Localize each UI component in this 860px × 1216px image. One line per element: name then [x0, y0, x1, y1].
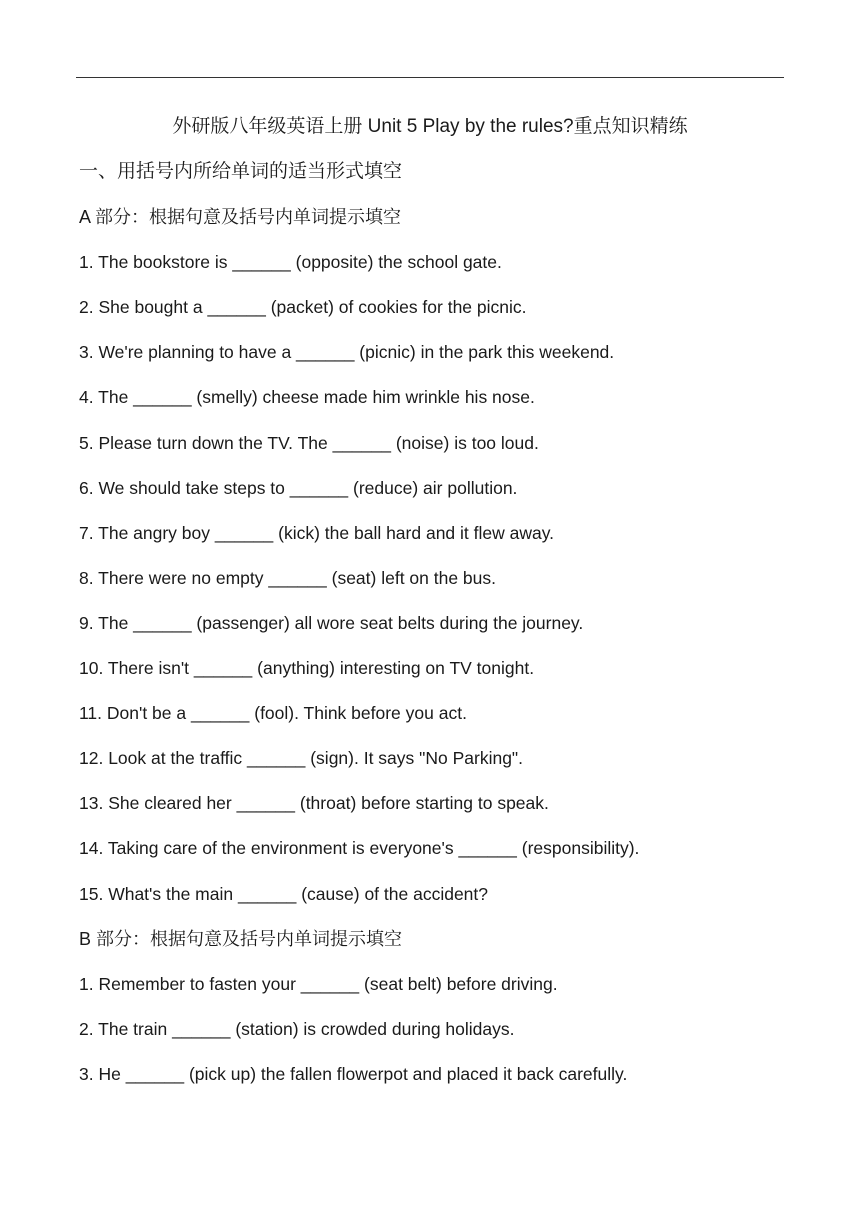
- exercise-item-a6: 6. We should take steps to ______ (reduce) air pollution.: [79, 477, 518, 498]
- exercise-item-a14: 14. Taking care of the environment is everyone's ______ (responsibility).: [79, 838, 640, 859]
- exercise-item-a13: 13. She cleared her ______ (throat) before starting to speak.: [79, 793, 549, 814]
- document-body: [79, 159, 819, 1106]
- header-rule: [76, 77, 784, 78]
- exercise-item-a15: 15. What's the main ______ (cause) of the accident?: [79, 883, 489, 904]
- exercise-item-a5: 5. Please turn down the TV. The ______ (noise) is too loud.: [79, 432, 539, 453]
- exercise-item-b3: 3. He ______ (pick up) the fallen flowerpot and placed it back carefully.: [79, 1063, 628, 1084]
- exercise-item-a10: 10. There isn't ______ (anything) interesting on TV tonight.: [79, 658, 535, 679]
- exercise-item-a9: 9. The ______ (passenger) all wore seat belts during the journey.: [79, 612, 584, 633]
- exercise-item-a4: 4. The ______ (smelly) cheese made him wrinkle his nose.: [79, 387, 535, 408]
- exercise-item-a2: 2. She bought a ______ (packet) of cookies for the picnic.: [79, 297, 527, 318]
- exercise-item-a3: 3. We're planning to have a ______ (picnic) in the park this weekend.: [79, 342, 615, 363]
- exercise-item-b2: 2. The train ______ (station) is crowded during holidays.: [79, 1018, 515, 1039]
- document-title: 外研版八年级英语上册 Unit 5 Play by the rules?重点知识精练: [172, 116, 688, 137]
- exercise-item-a8: 8. There were no empty ______ (seat) left on the bus.: [79, 567, 497, 588]
- section-heading: 一、用括号内所给单词的适当形式填空: [79, 161, 403, 182]
- exercise-item-b1: 1. Remember to fasten your ______ (seat belt) before driving.: [79, 973, 558, 994]
- part-b-heading: B 部分：根据句意及括号内单词提示填空: [79, 928, 403, 949]
- part-a-heading: A 部分：根据句意及括号内单词提示填空: [79, 207, 402, 228]
- exercise-item-a7: 7. The angry boy ______ (kick) the ball hard and it flew away.: [79, 522, 555, 543]
- exercise-item-a11: 11. Don't be a ______ (fool). Think before you act.: [79, 703, 467, 724]
- exercise-item-a12: 12. Look at the traffic ______ (sign). It says "No Parking".: [79, 748, 524, 769]
- exercise-item-a1: 1. The bookstore is ______ (opposite) the school gate.: [79, 252, 502, 273]
